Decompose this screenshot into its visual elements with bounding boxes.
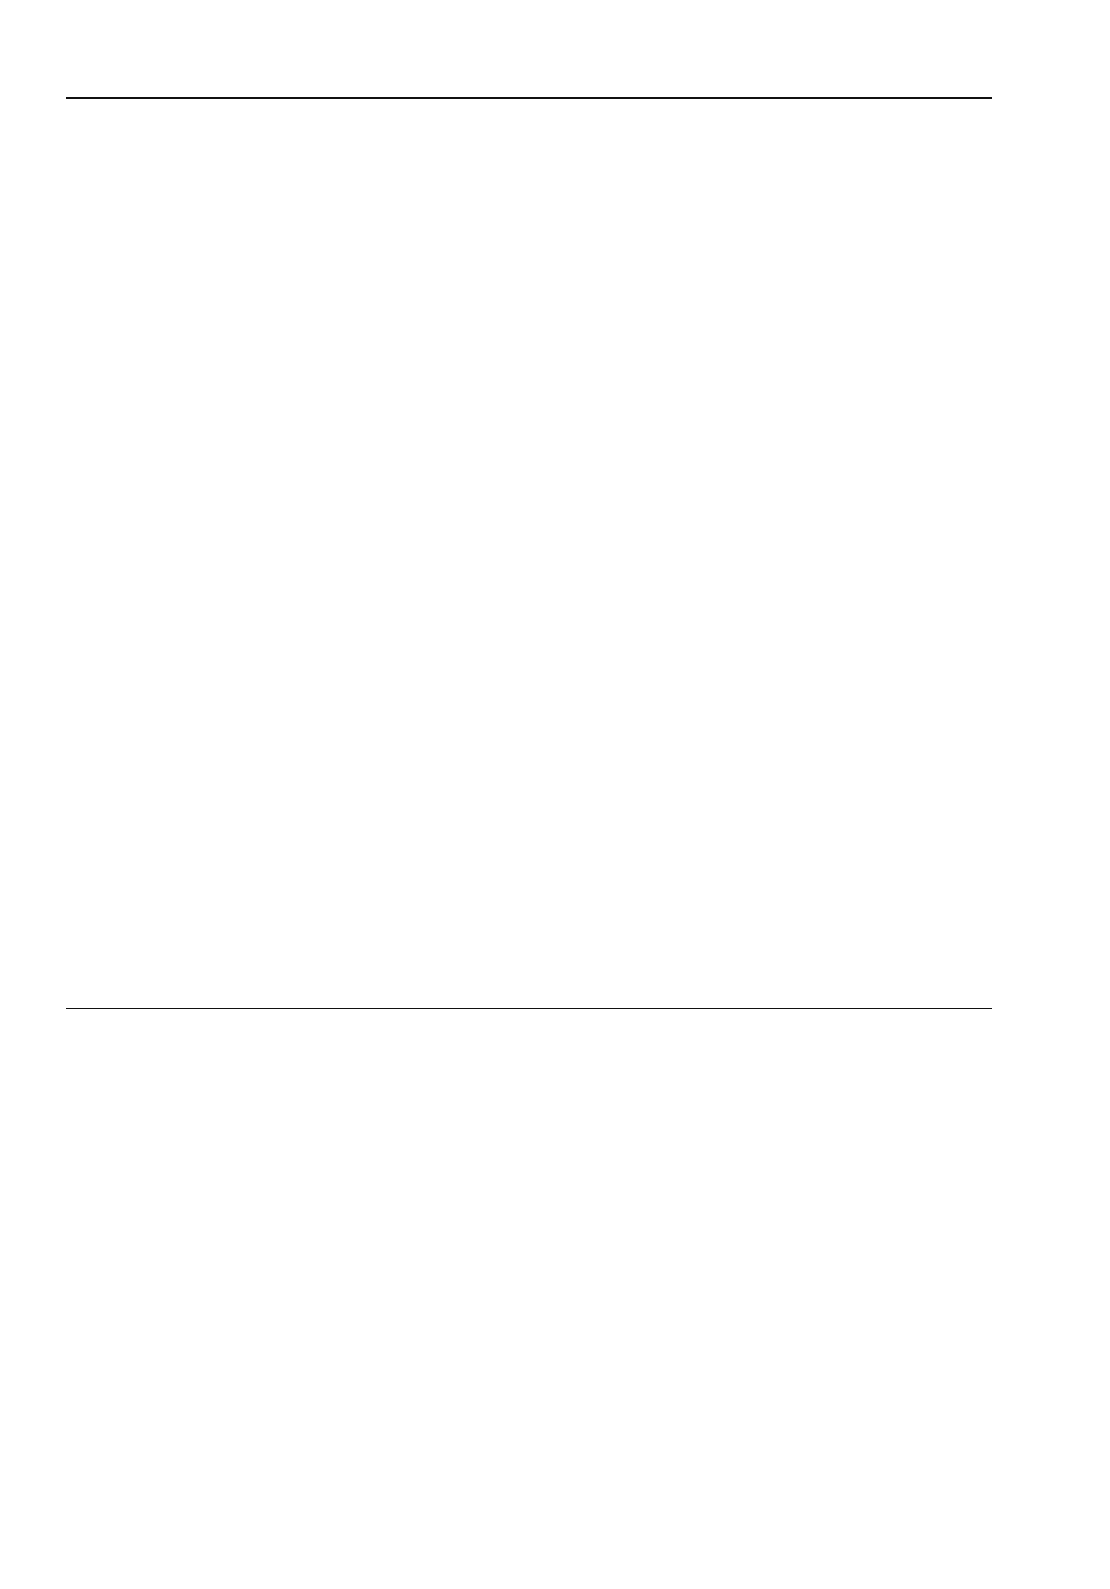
footnote-line xyxy=(66,1394,992,1428)
footnote-line xyxy=(66,1190,992,1224)
main-text-line xyxy=(66,562,992,616)
main-text-line xyxy=(66,130,992,184)
footnote-line xyxy=(66,1224,992,1258)
footnote-line xyxy=(66,1292,992,1326)
main-text-line xyxy=(66,292,992,346)
footnote-line xyxy=(66,1360,992,1394)
footnote-line xyxy=(66,1496,992,1530)
footnote-line xyxy=(66,1156,992,1190)
footnote-line xyxy=(66,1462,992,1496)
main-text-line xyxy=(66,778,992,832)
footnote-line xyxy=(66,1326,992,1360)
main-text-line xyxy=(66,940,992,994)
main-text-line xyxy=(66,724,992,778)
footnote-line xyxy=(66,1088,992,1122)
running-header xyxy=(60,52,992,96)
main-text-line xyxy=(66,670,992,724)
footnote-line xyxy=(66,1122,992,1156)
footnote-line xyxy=(66,1258,992,1292)
main-text-line xyxy=(66,454,992,508)
main-text-line xyxy=(66,346,992,400)
main-text-line xyxy=(66,508,992,562)
main-text-line xyxy=(66,886,992,940)
main-text-line xyxy=(66,832,992,886)
main-text-line xyxy=(66,238,992,292)
main-text-line xyxy=(66,184,992,238)
footnote-line xyxy=(66,1530,992,1564)
footnote-rule xyxy=(66,1008,992,1009)
main-text xyxy=(66,130,992,1048)
footnote-line xyxy=(66,1020,992,1054)
footnote-line xyxy=(66,1428,992,1462)
header-rule xyxy=(66,97,992,99)
main-text-line xyxy=(66,616,992,670)
bab-heading xyxy=(66,400,992,454)
footnotes xyxy=(66,1020,992,1564)
footnote-line xyxy=(66,1054,992,1088)
